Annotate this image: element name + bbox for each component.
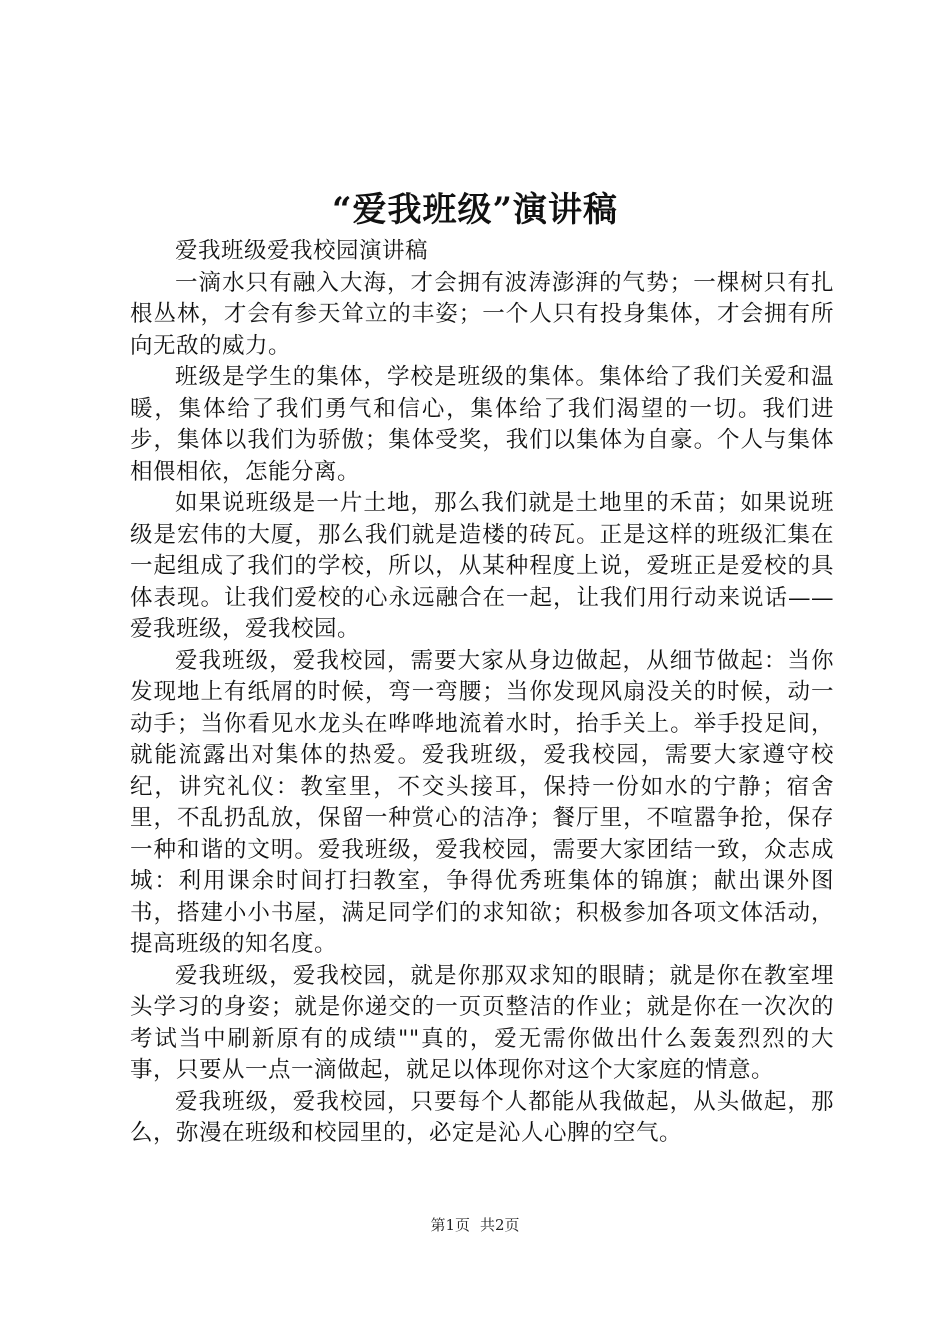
paragraph: 一滴水只有融入大海，才会拥有波涛澎湃的气势；一棵树只有扎根丛林，才会有参天耸立的丰姿；一个人只有投身集体，才会拥有所向无敌的威力。	[130, 269, 834, 359]
paragraph: 爱我班级，爱我校园，需要大家从身边做起，从细节做起：当你发现地上有纸屑的时候，弯一弯腰；当你发现风扇没关的时候，动一动手；当你看见水龙头在哗哗地流着水时，抬手关上。举手投足间，就能流露出对集体的热爱。爱我班级，爱我校园，需要大家遵守校纪，讲究礼仪：教室里，不交头接耳，保持一份如水的宁静；宿舍里，不乱扔乱放，保留一种赏心的洁净；餐厅里，不喧嚣争抢，保存一种和谐的文明。爱我班级，爱我校园，需要大家团结一致，众志成城：利用课余时间打扫教室，争得优秀班集体的锦旗；献出课外图书，搭建小小书屋，满足同学们的求知欲；积极参加各项文体活动，提高班级的知名度。	[130, 647, 834, 957]
paragraph: 爱我班级，爱我校园，就是你那双求知的眼睛；就是你在教室埋头学习的身姿；就是你递交的一页页整洁的作业；就是你在一次次的考试当中刷新原有的成绩""真的，爱无需你做出什么轰轰烈烈的大事，只要从一点一滴做起，就足以体现你对这个大家庭的情意。	[130, 962, 834, 1083]
document-body	[130, 236, 834, 1150]
paragraph: 爱我班级，爱我校园，只要每个人都能从我做起，从头做起，那么，弥漫在班级和校园里的，必定是沁人心脾的空气。	[130, 1088, 834, 1146]
paragraph: 班级是学生的集体，学校是班级的集体。集体给了我们关爱和温暖，集体给了我们勇气和信心，集体给了我们渴望的一切。我们进步，集体以我们为骄傲；集体受奖，我们以集体为自豪。个人与集体相偎相依，怎能分离。	[130, 364, 834, 485]
paragraph: 如果说班级是一片土地，那么我们就是土地里的禾苗；如果说班级是宏伟的大厦，那么我们就是造楼的砖瓦。正是这样的班级汇集在一起组成了我们的学校，所以，从某种程度上说，爱班正是爱校的具体表现。让我们爱校的心永远融合在一起，让我们用行动来说话——爱我班级，爱我校园。	[130, 490, 834, 642]
paragraph-subtitle: 爱我班级爱我校园演讲稿	[175, 238, 429, 264]
page-footer	[0, 1214, 950, 1236]
page-number: 第1页	[430, 1216, 470, 1234]
document-title: “爱我班级”演讲稿	[331, 190, 619, 230]
page-total: 共2页	[480, 1216, 520, 1234]
